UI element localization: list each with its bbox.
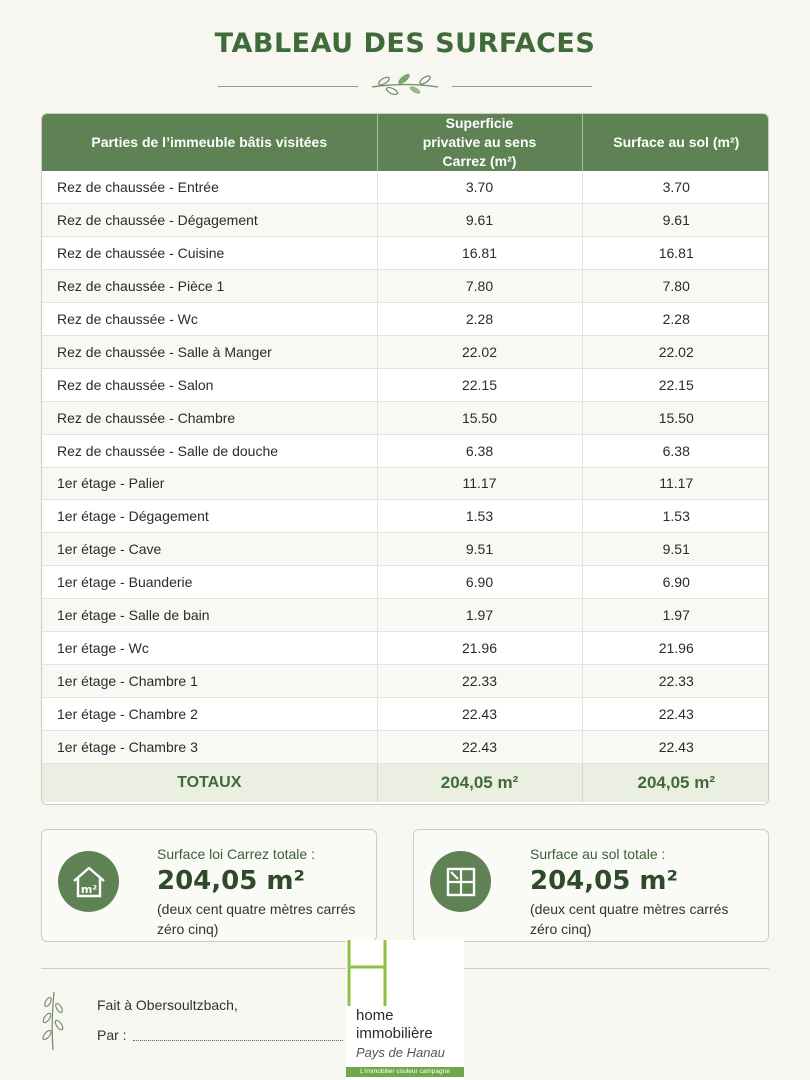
row-sol: 22.02 — [582, 335, 769, 368]
row-carrez: 1.53 — [377, 500, 582, 533]
floor-plan-icon — [430, 851, 491, 912]
row-sol: 9.61 — [582, 204, 769, 237]
row-sol: 9.51 — [582, 533, 769, 566]
row-carrez: 7.80 — [377, 270, 582, 303]
row-carrez: 3.70 — [377, 171, 582, 204]
carrez-summary-words-1: (deux cent quatre mètres carrés — [157, 901, 356, 917]
row-part: Rez de chaussée - Chambre — [42, 401, 377, 434]
row-carrez: 2.28 — [377, 303, 582, 336]
row-carrez: 22.33 — [377, 664, 582, 697]
table-row — [42, 171, 769, 204]
header-carrez: Superficie privative au sens Carrez (m²) — [377, 114, 582, 171]
totals-row — [42, 763, 769, 802]
carrez-summary-value: 204,05 m² — [157, 866, 305, 896]
row-carrez: 22.43 — [377, 697, 582, 730]
leaf-ornament-icon — [370, 70, 440, 100]
signature-dotted-line — [133, 1040, 343, 1041]
row-carrez: 21.96 — [377, 631, 582, 664]
row-sol: 2.28 — [582, 303, 769, 336]
table-row — [42, 303, 769, 336]
row-part: 1er étage - Chambre 3 — [42, 730, 377, 763]
row-sol: 21.96 — [582, 631, 769, 664]
totals-carrez: 204,05 m² — [377, 763, 582, 802]
row-part: Rez de chaussée - Pièce 1 — [42, 270, 377, 303]
row-part: 1er étage - Wc — [42, 631, 377, 664]
row-part: Rez de chaussée - Salon — [42, 368, 377, 401]
logo-subtitle: Pays de Hanau — [356, 1045, 445, 1060]
row-carrez: 6.90 — [377, 566, 582, 599]
table-row — [42, 368, 769, 401]
row-sol: 22.43 — [582, 730, 769, 763]
logo-line-1: home — [356, 1007, 394, 1024]
row-part: Rez de chaussée - Salle de douche — [42, 434, 377, 467]
fait-a-text: Fait à Obersoultzbach, — [97, 997, 238, 1013]
row-sol: 1.53 — [582, 500, 769, 533]
sol-summary-value: 204,05 m² — [530, 866, 678, 896]
row-part: 1er étage - Chambre 1 — [42, 664, 377, 697]
table-row — [42, 697, 769, 730]
table-row — [42, 434, 769, 467]
row-carrez: 15.50 — [377, 401, 582, 434]
row-sol: 22.43 — [582, 697, 769, 730]
row-part: Rez de chaussée - Entrée — [42, 171, 377, 204]
row-part: 1er étage - Buanderie — [42, 566, 377, 599]
table-row — [42, 401, 769, 434]
surfaces-table — [41, 113, 769, 805]
totals-sol: 204,05 m² — [582, 763, 769, 802]
carrez-summary-card — [41, 829, 377, 942]
table-row — [42, 730, 769, 763]
par-line — [97, 1027, 343, 1043]
row-carrez: 22.02 — [377, 335, 582, 368]
row-sol: 22.15 — [582, 368, 769, 401]
table-row — [42, 270, 769, 303]
logo-tagline: L'immobilier couleur campagne — [346, 1067, 464, 1077]
row-part: Rez de chaussée - Dégagement — [42, 204, 377, 237]
table-row — [42, 631, 769, 664]
table-row — [42, 467, 769, 500]
row-sol: 15.50 — [582, 401, 769, 434]
table-row — [42, 204, 769, 237]
row-sol: 1.97 — [582, 599, 769, 632]
house-m2-icon — [58, 851, 119, 912]
row-sol: 6.90 — [582, 566, 769, 599]
row-sol: 16.81 — [582, 237, 769, 270]
row-part: Rez de chaussée - Cuisine — [42, 237, 377, 270]
header-parties: Parties de l’immeuble bâtis visitées — [42, 114, 377, 171]
row-carrez: 16.81 — [377, 237, 582, 270]
table-row — [42, 664, 769, 697]
svg-text:m²: m² — [80, 882, 97, 896]
row-carrez: 6.38 — [377, 434, 582, 467]
row-sol: 6.38 — [582, 434, 769, 467]
row-carrez: 9.61 — [377, 204, 582, 237]
table-row — [42, 500, 769, 533]
sol-summary-label: Surface au sol totale : — [530, 846, 666, 862]
title-divider — [218, 70, 592, 100]
sol-summary-card — [413, 829, 769, 942]
par-label: Par : — [97, 1027, 127, 1043]
leaf-sprig-icon — [38, 988, 68, 1052]
table-header-row — [42, 114, 769, 171]
row-sol: 7.80 — [582, 270, 769, 303]
logo-h-mark-icon — [346, 940, 464, 1006]
table-row — [42, 533, 769, 566]
row-carrez: 22.43 — [377, 730, 582, 763]
row-carrez: 9.51 — [377, 533, 582, 566]
row-part: 1er étage - Chambre 2 — [42, 697, 377, 730]
table-row — [42, 599, 769, 632]
table-row — [42, 335, 769, 368]
logo-line-2: immobilière — [356, 1025, 433, 1042]
totals-label: TOTAUX — [42, 763, 377, 802]
header-sol: Surface au sol (m²) — [582, 114, 769, 171]
row-part: 1er étage - Salle de bain — [42, 599, 377, 632]
row-carrez: 22.15 — [377, 368, 582, 401]
row-part: Rez de chaussée - Wc — [42, 303, 377, 336]
sol-summary-words-1: (deux cent quatre mètres carrés — [530, 901, 729, 917]
sol-summary-words-2: zéro cinq) — [530, 921, 592, 937]
table-row — [42, 566, 769, 599]
row-part: Rez de chaussée - Salle à Manger — [42, 335, 377, 368]
row-sol: 11.17 — [582, 467, 769, 500]
row-part: 1er étage - Cave — [42, 533, 377, 566]
row-sol: 22.33 — [582, 664, 769, 697]
page-title: TABLEAU DES SURFACES — [214, 28, 596, 59]
table-row — [42, 237, 769, 270]
row-part: 1er étage - Palier — [42, 467, 377, 500]
row-carrez: 1.97 — [377, 599, 582, 632]
row-sol: 3.70 — [582, 171, 769, 204]
row-carrez: 11.17 — [377, 467, 582, 500]
company-logo — [346, 940, 464, 1080]
carrez-summary-label: Surface loi Carrez totale : — [157, 846, 315, 862]
carrez-summary-words-2: zéro cinq) — [157, 921, 219, 937]
row-part: 1er étage - Dégagement — [42, 500, 377, 533]
